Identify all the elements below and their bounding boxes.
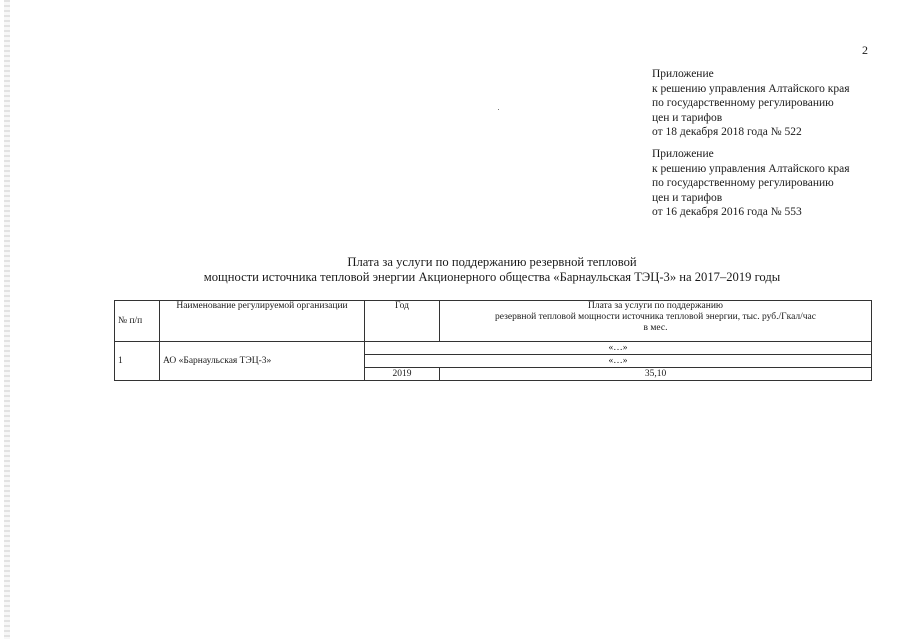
appendix-line: к решению управления Алтайского края [652,82,850,95]
appendix-block-2018 [652,67,850,140]
scan-edge [4,0,10,639]
header-fee [440,301,872,342]
appendix-line: цен и тарифов [652,191,723,204]
appendix-line: к решению управления Алтайского края [652,162,850,175]
appendix-line: от 18 декабря 2018 года № 522 [652,126,802,139]
appendix-line: цен и тарифов [652,111,723,124]
table-row [115,342,872,355]
appendix-line: Приложение [652,68,714,80]
title-line-2: мощности источника тепловой энергии Акционерного общества «Барнаульская ТЭЦ-3» на 2017–2019 годы [203,270,781,284]
row-org: АО «Барнаульская ТЭЦ-3» [160,342,365,381]
header-num: № п/п [115,301,160,342]
tariff-table [114,300,872,381]
row-omitted-value: «…» [365,355,872,368]
header-fee-line: в мес. [643,323,668,333]
header-fee-line: резервной тепловой мощности источника тепловой энергии, тыс. руб./Гкал/час [495,312,816,322]
title-line-1: Плата за услуги по поддержанию резервной тепловой [347,255,637,269]
appendix-block-2016 [652,147,850,220]
appendix-line: по государственному регулированию [652,177,834,190]
row-year: 2019 [365,368,440,381]
row-fee: 35,10 [440,368,872,381]
row-omitted-value: «…» [365,342,872,355]
document-title [113,255,871,285]
appendix-line: от 16 декабря 2016 года № 553 [652,206,802,219]
header-year: Год [365,301,440,342]
header-fee-line: Плата за услуги по поддержанию [587,301,724,311]
header-org: Наименование регулируемой организации [160,301,365,342]
table-header-row [115,301,872,342]
appendix-line: Приложение [652,148,714,160]
scan-speck [498,109,499,110]
appendix-line: по государственному регулированию [652,97,834,110]
row-num: 1 [115,342,160,381]
page-number: 2 [862,43,868,57]
